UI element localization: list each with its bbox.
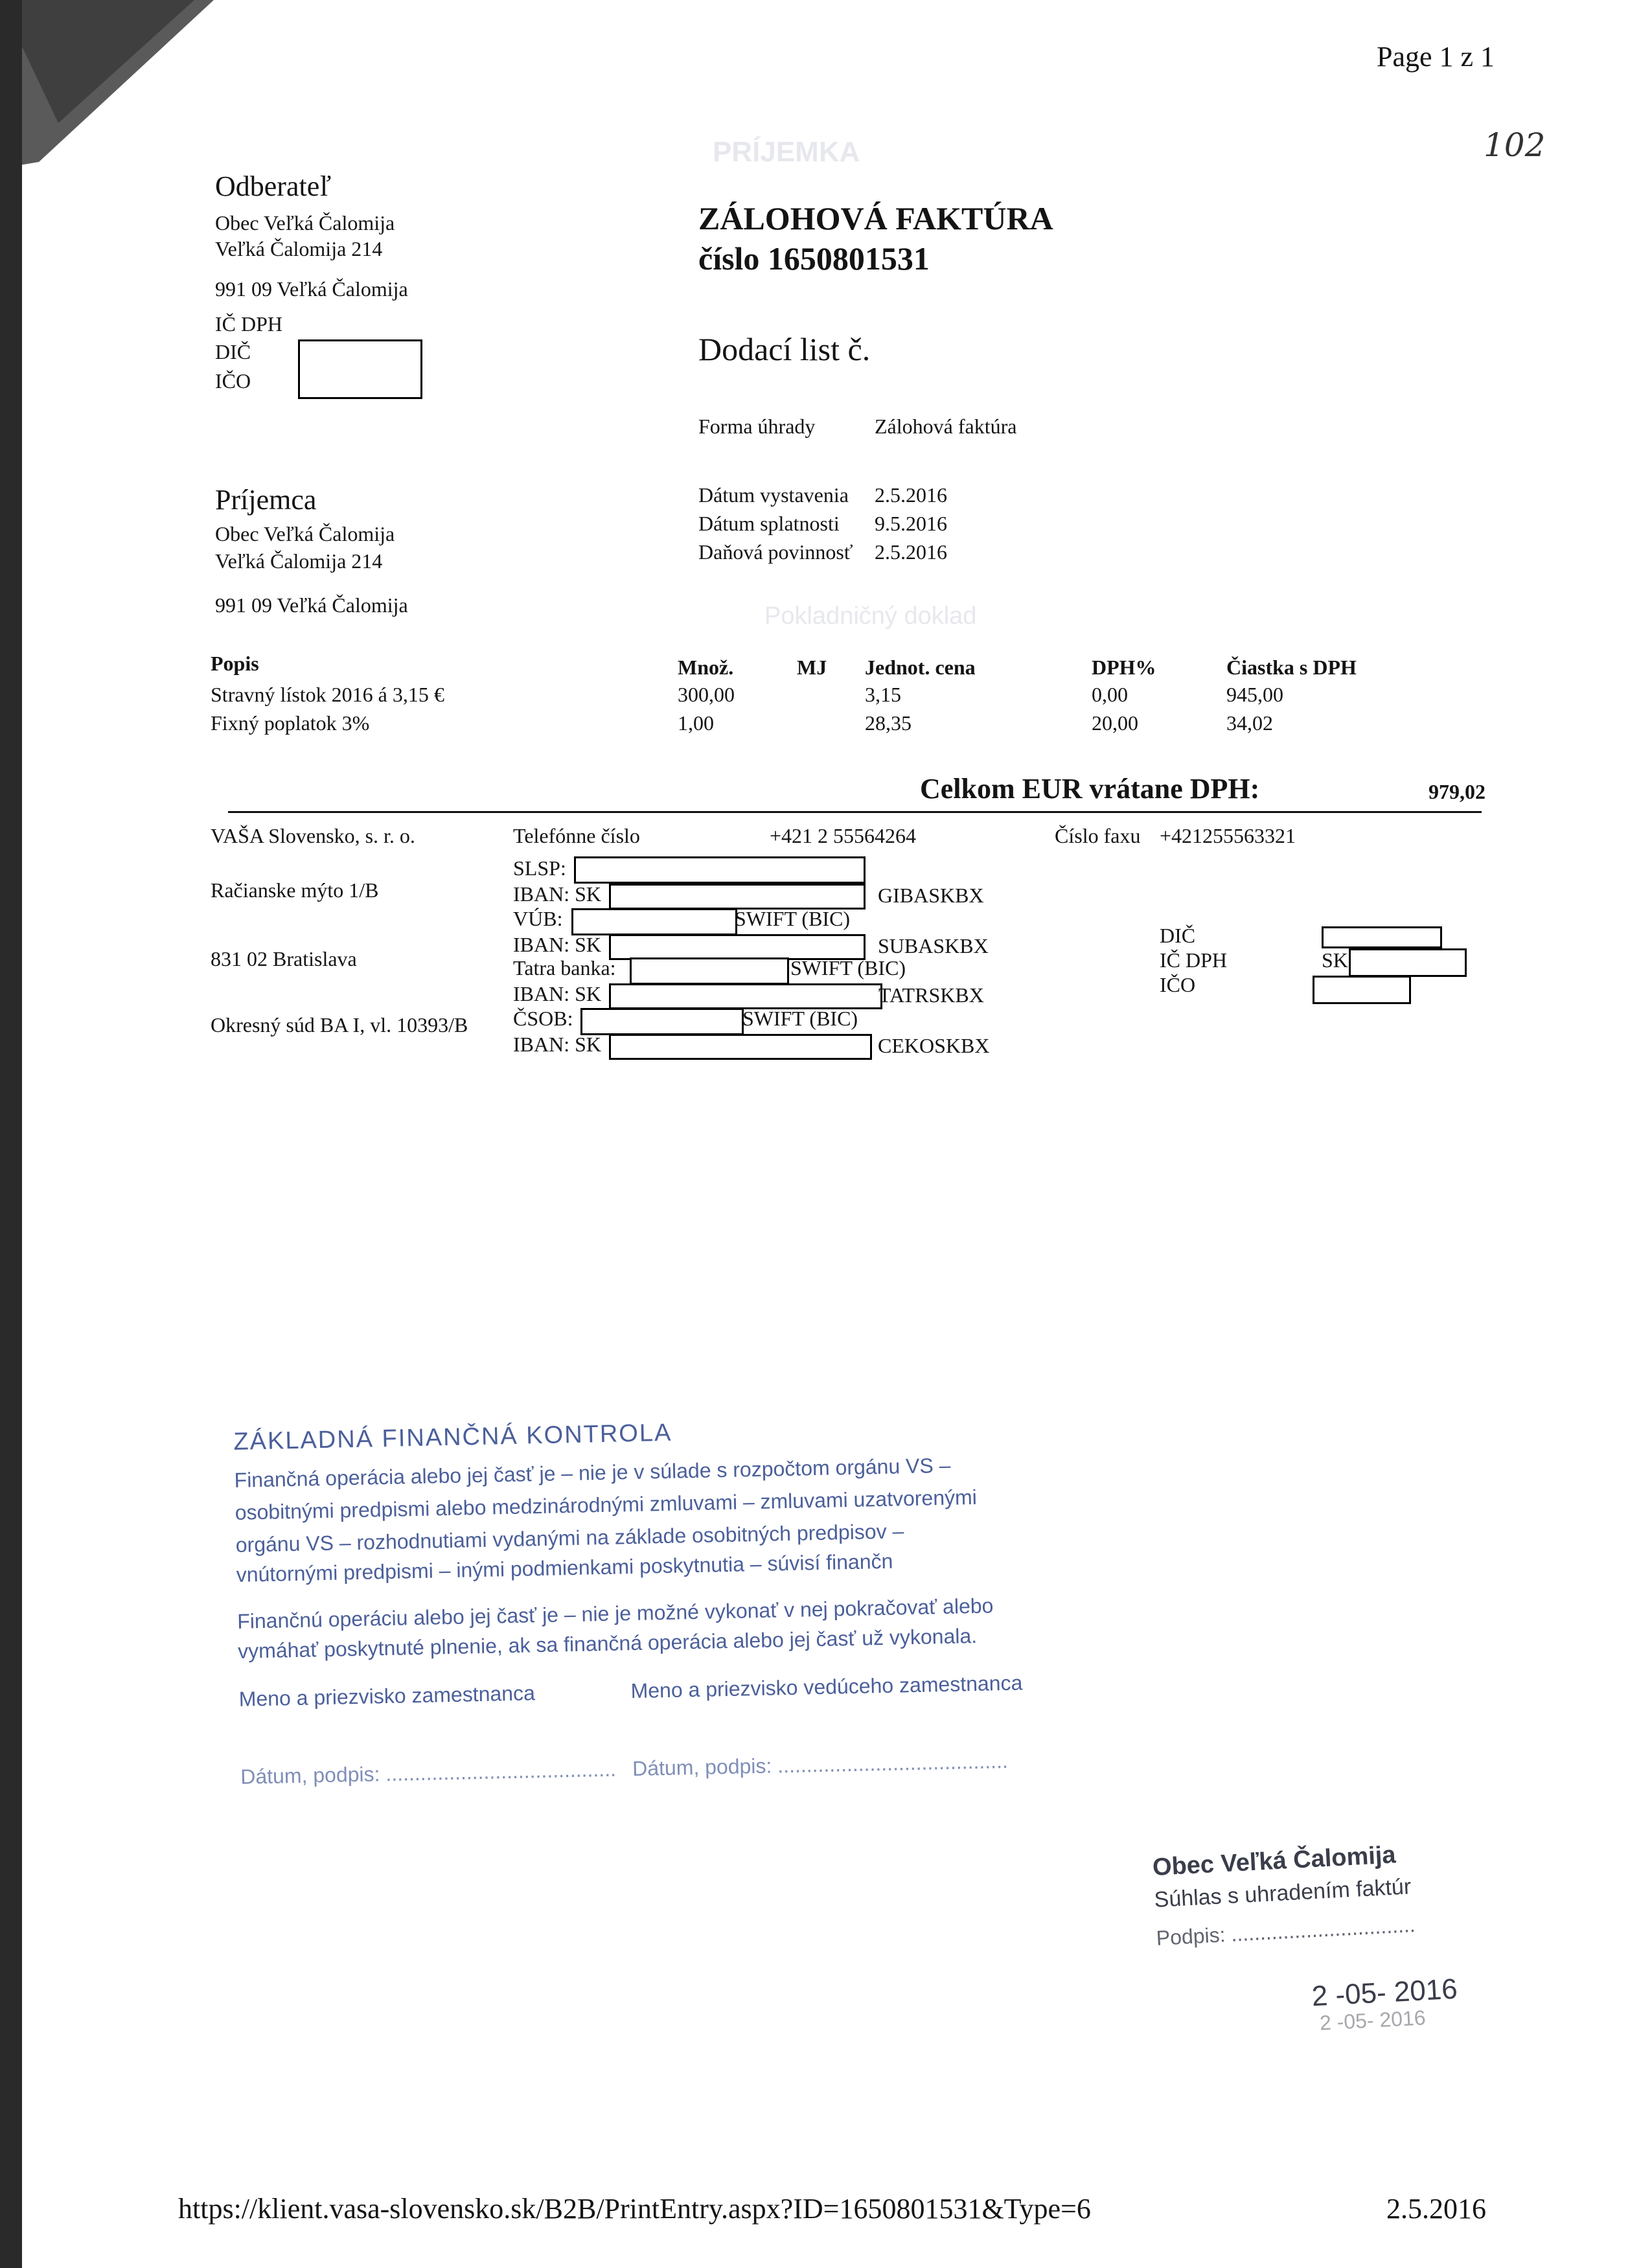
bank-tatrskbx: TATRSKBX bbox=[878, 983, 984, 1007]
bank-csob-label: ČSOB: bbox=[513, 1007, 573, 1030]
bank-iban-3: IBAN: SK bbox=[513, 982, 602, 1005]
approval-date: 2 -05- 2016 bbox=[1311, 1973, 1458, 2013]
ghost-text-1: PRÍJEMKA bbox=[713, 136, 860, 168]
bank-gibaskbx: GIBASKBX bbox=[878, 884, 984, 907]
footer-date: 2.5.2016 bbox=[1386, 2193, 1486, 2225]
redaction-supplier-ico bbox=[1313, 976, 1411, 1004]
bank-iban-2: IBAN: SK bbox=[513, 933, 602, 956]
ghost-text-2: Pokladničný doklad bbox=[764, 602, 977, 630]
due-date-label: Dátum splatnosti bbox=[698, 512, 840, 535]
bank-swift-2: SWIFT (BIC) bbox=[790, 956, 906, 979]
col-header-mj: MJ bbox=[797, 656, 827, 679]
financial-control-stamp bbox=[230, 1412, 1053, 1791]
invoice-number: číslo 1650801531 bbox=[698, 240, 930, 277]
col-header-mnoz: Množ. bbox=[678, 656, 734, 679]
payment-form-value: Zálohová faktúra bbox=[875, 415, 1017, 438]
fax-label: Číslo faxu bbox=[1055, 824, 1141, 847]
supplier-court: Okresný súd BA I, vl. 10393/B bbox=[211, 1013, 468, 1037]
buyer-name: Obec Veľká Čalomija bbox=[215, 211, 395, 235]
redaction-csob bbox=[580, 1008, 744, 1035]
bank-tatra-label: Tatra banka: bbox=[513, 956, 616, 979]
control-line-6: vymáhať poskytnuté plnenie, ak sa finančná operácia alebo jej časť už vykonala. bbox=[237, 1623, 978, 1663]
scan-left-edge bbox=[0, 0, 22, 2268]
approval-stamp bbox=[1152, 1837, 1498, 2048]
due-date-value: 9.5.2016 bbox=[875, 512, 947, 535]
recipient-heading: Príjemca bbox=[215, 484, 317, 516]
delivery-note: Dodací list č. bbox=[698, 331, 871, 367]
control-line-5: Finančnú operáciu alebo jej časť je – nie je možné vykonať v nej pokračovať alebo bbox=[236, 1594, 994, 1633]
footer-url[interactable]: https://klient.vasa-slovensko.sk/B2B/PrintEntry.aspx?ID=1650801531&Type=6 bbox=[178, 2193, 1091, 2225]
supplier-name: VAŠA Slovensko, s. r. o. bbox=[211, 824, 415, 847]
supplier-ic-dph-label: IČ DPH bbox=[1160, 948, 1228, 972]
issue-date-label: Dátum vystavenia bbox=[698, 483, 849, 507]
phone-label: Telefónne číslo bbox=[513, 824, 640, 847]
approval-line-2: Súhlas s uhradením faktúr bbox=[1153, 1874, 1412, 1912]
handwritten-number: 102 bbox=[1484, 126, 1546, 164]
redaction-iban-3 bbox=[609, 983, 882, 1009]
buyer-ic-dph-label: IČ DPH bbox=[215, 312, 283, 336]
fax-value: +421255563321 bbox=[1160, 824, 1296, 847]
row-2-popis: Fixný poplatok 3% bbox=[211, 711, 370, 735]
total-label: Celkom EUR vrátane DPH: bbox=[920, 773, 1260, 805]
bank-slsp-label: SLSP: bbox=[513, 856, 566, 880]
redaction-slsp bbox=[574, 856, 866, 884]
buyer-heading: Odberateľ bbox=[215, 170, 332, 202]
col-header-ciastka: Čiastka s DPH bbox=[1226, 656, 1357, 679]
invoice-title: ZÁLOHOVÁ FAKTÚRA bbox=[698, 200, 1053, 236]
bank-subaskbx: SUBASKBX bbox=[878, 934, 989, 957]
buyer-ico-label: IČO bbox=[215, 369, 251, 393]
col-header-dph: DPH% bbox=[1092, 656, 1156, 679]
bank-iban-1: IBAN: SK bbox=[513, 882, 602, 906]
approval-date-faded: 2 -05- 2016 bbox=[1319, 2006, 1427, 2035]
approval-line-1: Obec Veľká Čalomija bbox=[1152, 1841, 1397, 1881]
page-label: Page 1 z 1 bbox=[1377, 41, 1495, 73]
buyer-street: Veľká Čalomija 214 bbox=[215, 237, 383, 260]
payment-form-label: Forma úhrady bbox=[698, 415, 816, 438]
row-1-ciastka: 945,00 bbox=[1226, 683, 1283, 706]
bank-cekoskbx: CEKOSKBX bbox=[878, 1034, 990, 1057]
supplier-street: Račianske mýto 1/B bbox=[211, 878, 379, 902]
redaction-tatra bbox=[630, 957, 789, 985]
row-1-cena: 3,15 bbox=[865, 683, 901, 706]
redaction-iban-1 bbox=[609, 884, 866, 910]
control-date-sign-1: Dátum, podpis: ........................................ bbox=[240, 1757, 617, 1789]
approval-line-3: Podpis: ................................ bbox=[1155, 1912, 1416, 1950]
control-name-label-2: Meno a priezvisko vedúceho zamestnanca bbox=[630, 1671, 1023, 1703]
bank-swift-3: SWIFT (BIC) bbox=[742, 1007, 858, 1030]
bank-iban-4: IBAN: SK bbox=[513, 1033, 602, 1056]
col-header-cena: Jednot. cena bbox=[865, 656, 976, 679]
bank-vub-label: VÚB: bbox=[513, 907, 563, 930]
recipient-street: Veľká Čalomija 214 bbox=[215, 549, 383, 573]
tax-duty-label: Daňová povinnosť bbox=[698, 540, 853, 564]
control-line-3: orgánu VS – rozhodnutiami vydanými na základe osobitných predpisov – bbox=[235, 1519, 904, 1557]
recipient-city: 991 09 Veľká Čalomija bbox=[215, 593, 408, 617]
control-date-sign-2: Dátum, podpis: ........................................ bbox=[632, 1748, 1009, 1781]
row-1-dph: 0,00 bbox=[1092, 683, 1128, 706]
redaction-buyer-ids bbox=[298, 339, 422, 399]
row-2-dph: 20,00 bbox=[1092, 711, 1138, 735]
issue-date-value: 2.5.2016 bbox=[875, 483, 947, 507]
redaction-vub bbox=[571, 908, 737, 935]
buyer-dic-label: DIČ bbox=[215, 340, 251, 363]
control-line-4: vnútornými predpismi – inými podmienkami poskytnutia – súvisí finančn bbox=[236, 1549, 893, 1586]
bank-swift-1: SWIFT (BIC) bbox=[735, 907, 851, 930]
redaction-supplier-dic bbox=[1322, 926, 1442, 948]
buyer-city: 991 09 Veľká Čalomija bbox=[215, 277, 408, 301]
row-2-mnoz: 1,00 bbox=[678, 711, 714, 735]
row-2-cena: 28,35 bbox=[865, 711, 912, 735]
recipient-name: Obec Veľká Čalomija bbox=[215, 522, 395, 545]
control-line-2: osobitnými predpismi alebo medzinárodnými zmluvami – zmluvami uzatvorenými bbox=[235, 1485, 978, 1524]
redaction-supplier-ic-dph bbox=[1349, 948, 1467, 977]
total-value: 979,02 bbox=[1428, 780, 1486, 803]
row-1-mnoz: 300,00 bbox=[678, 683, 735, 706]
total-rule bbox=[228, 811, 1482, 813]
supplier-city: 831 02 Bratislava bbox=[211, 947, 357, 970]
control-line-1: Finančná operácia alebo jej časť je – nie je v súlade s rozpočtom orgánu VS – bbox=[234, 1453, 951, 1492]
control-name-label-1: Meno a priezvisko zamestnanca bbox=[238, 1681, 536, 1711]
supplier-dic-label: DIČ bbox=[1160, 924, 1196, 947]
row-1-popis: Stravný lístok 2016 á 3,15 € bbox=[211, 683, 444, 706]
phone-value: +421 2 55564264 bbox=[770, 824, 917, 847]
supplier-ico-label: IČO bbox=[1160, 973, 1196, 996]
tax-duty-value: 2.5.2016 bbox=[875, 540, 947, 564]
supplier-ic-dph-prefix: SK bbox=[1322, 948, 1348, 972]
control-title: ZÁKLADNÁ FINANČNÁ KONTROLA bbox=[233, 1419, 672, 1456]
redaction-iban-4 bbox=[609, 1034, 872, 1060]
col-header-popis: Popis bbox=[211, 652, 259, 675]
row-2-ciastka: 34,02 bbox=[1226, 711, 1273, 735]
